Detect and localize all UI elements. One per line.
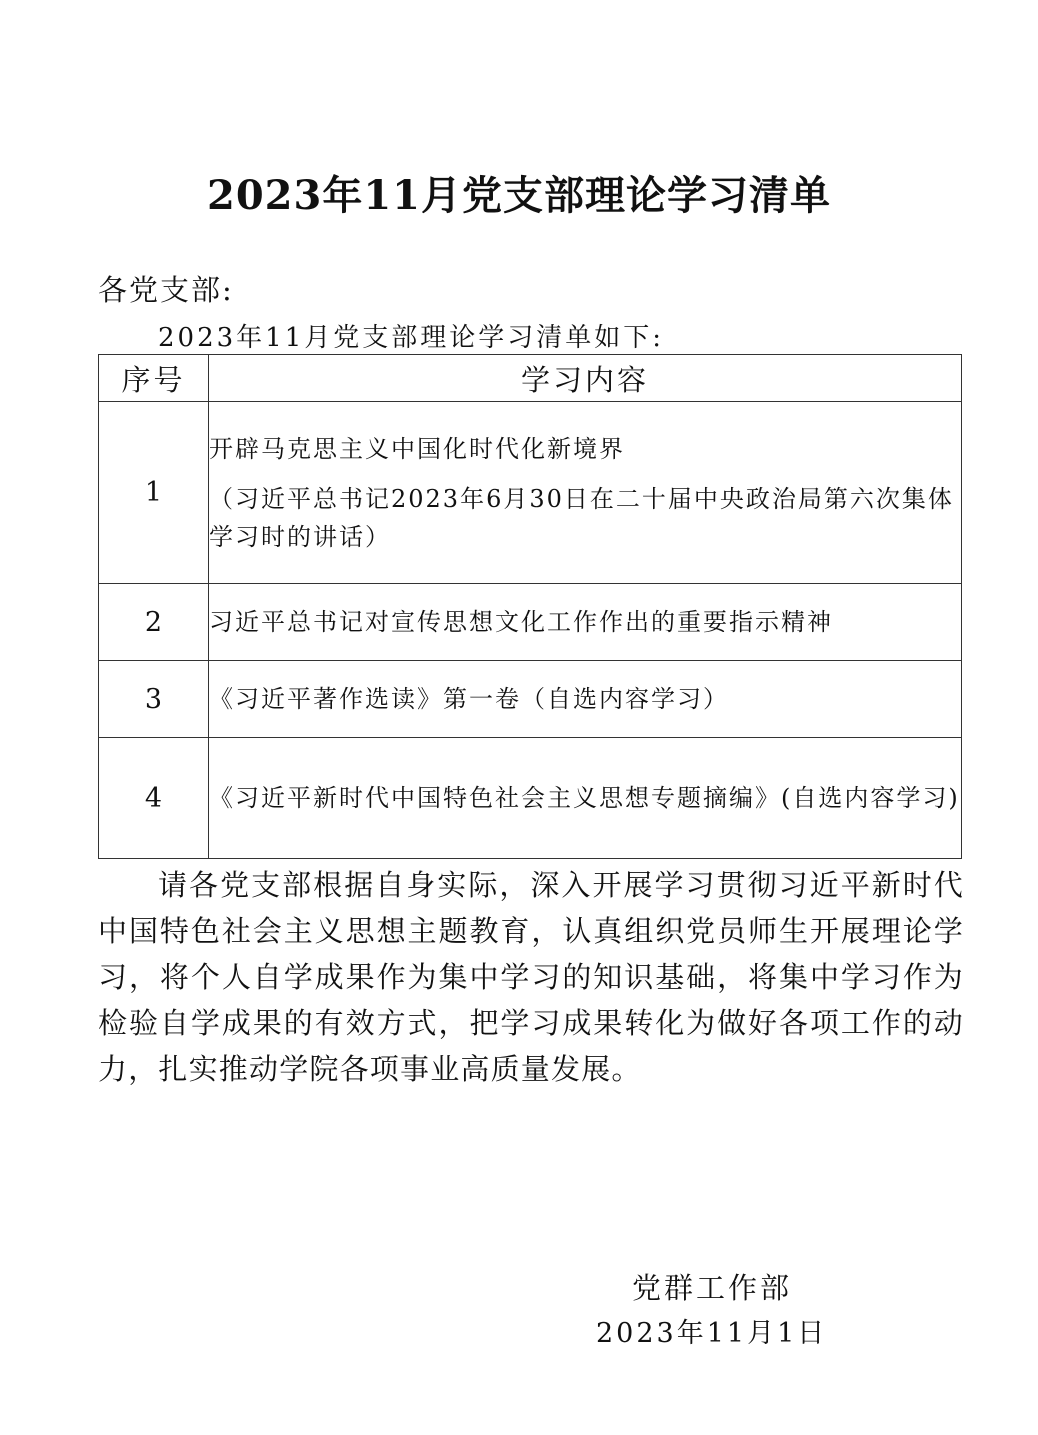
row-number: 1 xyxy=(99,402,209,584)
row-content-title: 开辟马克思主义中国化时代化新境界 xyxy=(209,434,625,463)
row-content: 《习近平新时代中国特色社会主义思想专题摘编》(自选内容学习) xyxy=(209,738,962,859)
row-content-note: （习近平总书记2023年6月30日在二十届中央政治局第六次集体学习时的讲话） xyxy=(209,484,954,551)
row-content: 《习近平著作选读》第一卷（自选内容学习） xyxy=(209,661,962,738)
table-row xyxy=(99,584,962,661)
intro-line: 2023年11月党支部理论学习清单如下: xyxy=(158,323,665,353)
table-header-row xyxy=(99,355,962,402)
table-row xyxy=(99,738,962,859)
row-number: 3 xyxy=(99,661,209,738)
document-title: 2023年11月党支部理论学习清单 xyxy=(207,172,831,219)
table-row xyxy=(99,402,962,584)
row-number: 4 xyxy=(99,738,209,859)
header-content: 学习内容 xyxy=(209,355,962,402)
study-list-table xyxy=(98,354,962,859)
body-paragraph: 请各党支部根据自身实际，深入开展学习贯彻习近平新时代中国特色社会主义思想主题教育，认真组织党员师生开展理论学习，将个人自学成果作为集中学习的知识基础，将集中学习作为检验自学成果的有效方式，把学习成果转化为做好各项工作的动力，扎实推动学院各项事业高质量发展。 xyxy=(98,868,964,1086)
signature-department: 党群工作部 xyxy=(632,1271,793,1305)
signature-date: 2023年11月1日 xyxy=(596,1318,828,1349)
row-content: 习近平总书记对宣传思想文化工作作出的重要指示精神 xyxy=(209,584,962,661)
salutation: 各党支部: xyxy=(98,273,234,307)
header-number: 序号 xyxy=(99,355,209,402)
table-row xyxy=(99,661,962,738)
row-content xyxy=(209,402,962,584)
row-number: 2 xyxy=(99,584,209,661)
